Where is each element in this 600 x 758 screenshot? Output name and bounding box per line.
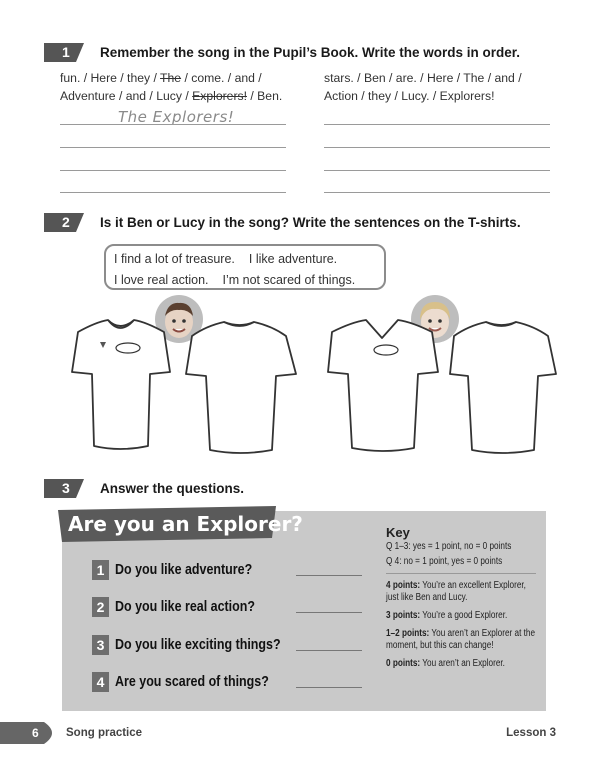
exercise-number-badge: [44, 479, 84, 498]
quiz-question: [92, 560, 275, 580]
exercise-2-header: [44, 213, 521, 232]
quiz-question: [92, 672, 294, 692]
tshirt-ben-front: [72, 320, 170, 449]
exercise-1-instruction: Remember the song in the Pupil’s Book. Write the words in order.: [100, 45, 521, 60]
writing-line[interactable]: [324, 170, 550, 171]
tshirt-lucy-front: [328, 320, 438, 451]
exercise-3-instruction: Answer the questions.: [100, 481, 245, 496]
question-text: Are you scared of things?: [115, 674, 269, 690]
key-result: 1–2 points: You aren’t an Explorer at the moment, but this can change!: [386, 628, 536, 651]
exercise-1-header: [44, 43, 520, 62]
key-rule: Q 1–3: yes = 1 point, no = 0 points: [386, 541, 512, 552]
sentence: I’m not scared of things.: [222, 273, 356, 287]
key-rule: Q 4: no = 1 point, yes = 0 points: [386, 556, 503, 567]
writing-line[interactable]: [324, 124, 550, 125]
question-text: Do you like real action?: [115, 599, 255, 615]
key-title: Key: [386, 525, 410, 540]
exercise-2-instruction: Is it Ben or Lucy in the song? Write the sentences on the T-shirts.: [100, 215, 521, 230]
sentence-box: [104, 244, 386, 290]
sentence: I find a lot of treasure.: [114, 252, 235, 266]
word-scramble-left: fun. / Here / they / The / come. / and / Adventure / and / Lucy / Explorers! / Ben.: [60, 71, 283, 103]
word-scramble-right: stars. / Ben / are. / Here / The / and / Action / they / Lucy. / Explorers!: [324, 71, 522, 103]
exercise-number: 2: [62, 214, 70, 230]
answer-key: [386, 527, 536, 670]
key-result: 4 points: You’re an excellent Explorer, just like Ben and Lucy.: [386, 580, 526, 603]
quiz-question: [92, 597, 278, 617]
key-result: 0 points: You aren’t an Explorer.: [386, 658, 505, 669]
writing-line[interactable]: [324, 147, 550, 148]
sentence: I love real action.: [114, 273, 209, 287]
answer-line[interactable]: [296, 612, 362, 613]
question-number: 2: [92, 597, 109, 617]
tshirt-lucy-back: [450, 322, 556, 453]
exercise-number: 3: [62, 480, 70, 496]
quiz-question: [92, 635, 308, 655]
tshirt-illustrations: [40, 292, 560, 462]
question-text: Do you like adventure?: [115, 562, 253, 578]
question-text: Do you like exciting things?: [115, 637, 281, 653]
exercise-number-badge: [44, 43, 84, 62]
exercise-number: 1: [62, 44, 70, 60]
tshirt-ben-back: [186, 322, 296, 453]
section-title: Song practice: [66, 727, 143, 739]
quiz-title: Are you an Explorer?: [68, 512, 303, 536]
key-result: 3 points: You’re a good Explorer.: [386, 610, 508, 621]
writing-line[interactable]: [60, 124, 286, 125]
exercise-3-header: [44, 479, 244, 498]
example-answer: The Explorers!: [118, 108, 235, 126]
lesson-label: Lesson 3: [506, 727, 556, 739]
page-number: 6: [32, 726, 39, 740]
writing-line[interactable]: [60, 170, 286, 171]
writing-line[interactable]: [60, 192, 286, 193]
question-number: 3: [92, 635, 109, 655]
question-number: 4: [92, 672, 109, 692]
sentence: I like adventure.: [248, 252, 338, 266]
writing-line[interactable]: [324, 192, 550, 193]
answer-line[interactable]: [296, 650, 362, 651]
answer-line[interactable]: [296, 575, 362, 576]
page-number-tab: [0, 722, 62, 744]
question-number: 1: [92, 560, 109, 580]
writing-line[interactable]: [60, 147, 286, 148]
exercise-number-badge: [44, 213, 84, 232]
answer-line[interactable]: [296, 687, 362, 688]
